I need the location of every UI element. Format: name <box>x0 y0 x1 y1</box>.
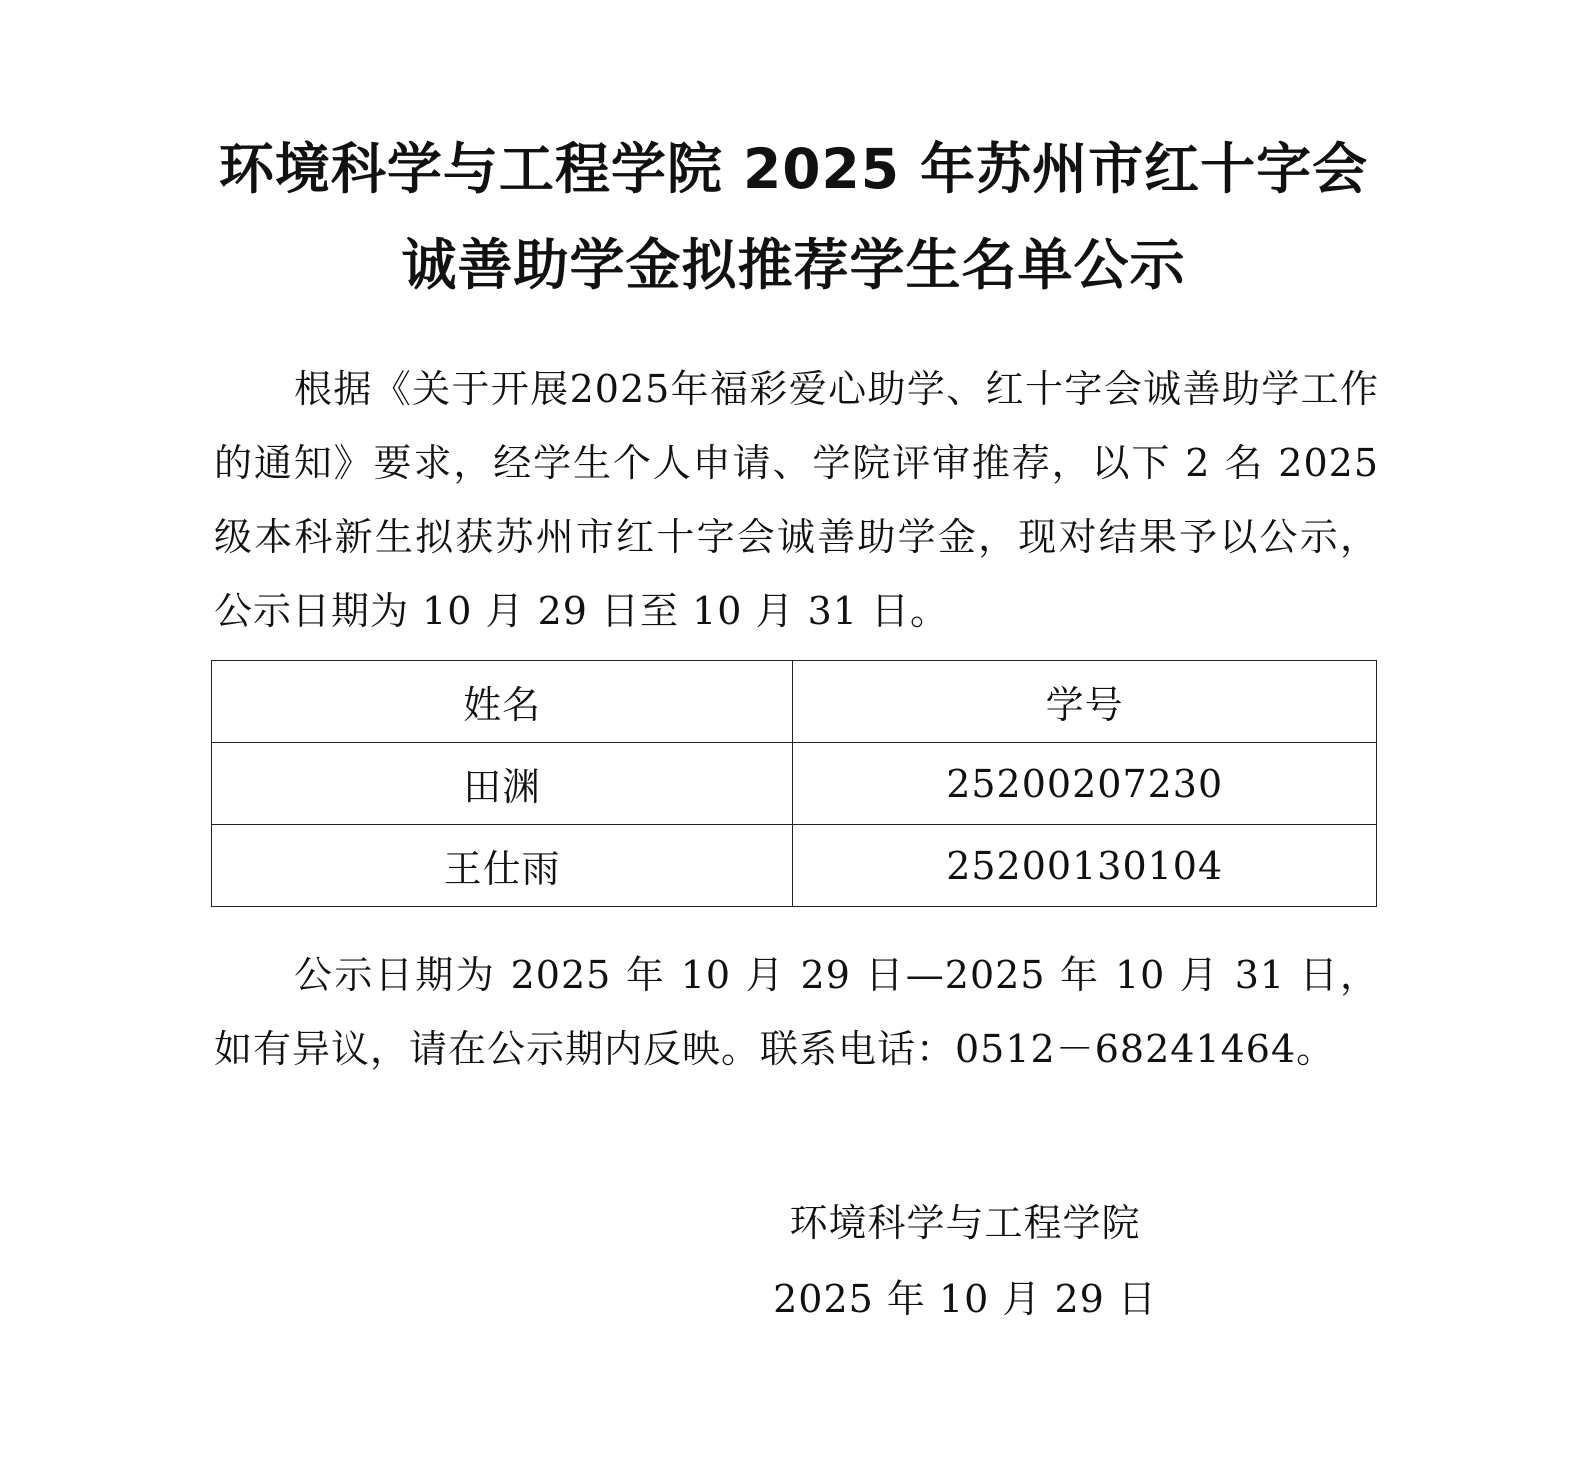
table-row <box>212 825 1377 907</box>
closing-paragraph: 公示日期为 2025 年 10 月 29 日—2025 年 10 月 31 日，如有异议，请在公示期内反映。联系电话：0512－68241464。 <box>214 953 1379 1071</box>
document-title-line-2: 诚善助学金拟推荐学生名单公示 <box>401 233 1186 297</box>
student-name-cell: 王仕雨 <box>212 825 793 907</box>
document-title-line-1: 环境科学与工程学院 2025 年苏州市红十字会 <box>218 137 1369 201</box>
intro-paragraph: 根据《关于开展2025年福彩爱心助学、红十字会诚善助学工作的通知》要求，经学生个人申请、学院评审推荐，以下 2 名 2025 级本科新生拟获苏州市红十字会诚善助学金，现对结果予以公示，公示日期为 10 月 29 日至 10 月 31 日。 <box>214 367 1379 633</box>
column-header-student-id: 学号 <box>793 661 1377 743</box>
student-list-table <box>211 660 1377 907</box>
table-row <box>212 743 1377 825</box>
student-id-cell: 25200130104 <box>793 825 1377 907</box>
signature-date: 2025 年 10 月 29 日 <box>773 1277 1157 1321</box>
table-header-row <box>212 661 1377 743</box>
student-name-cell: 田渊 <box>212 743 793 825</box>
column-header-name: 姓名 <box>212 661 793 743</box>
student-id-cell: 25200207230 <box>793 743 1377 825</box>
signature-organization: 环境科学与工程学院 <box>789 1201 1141 1245</box>
